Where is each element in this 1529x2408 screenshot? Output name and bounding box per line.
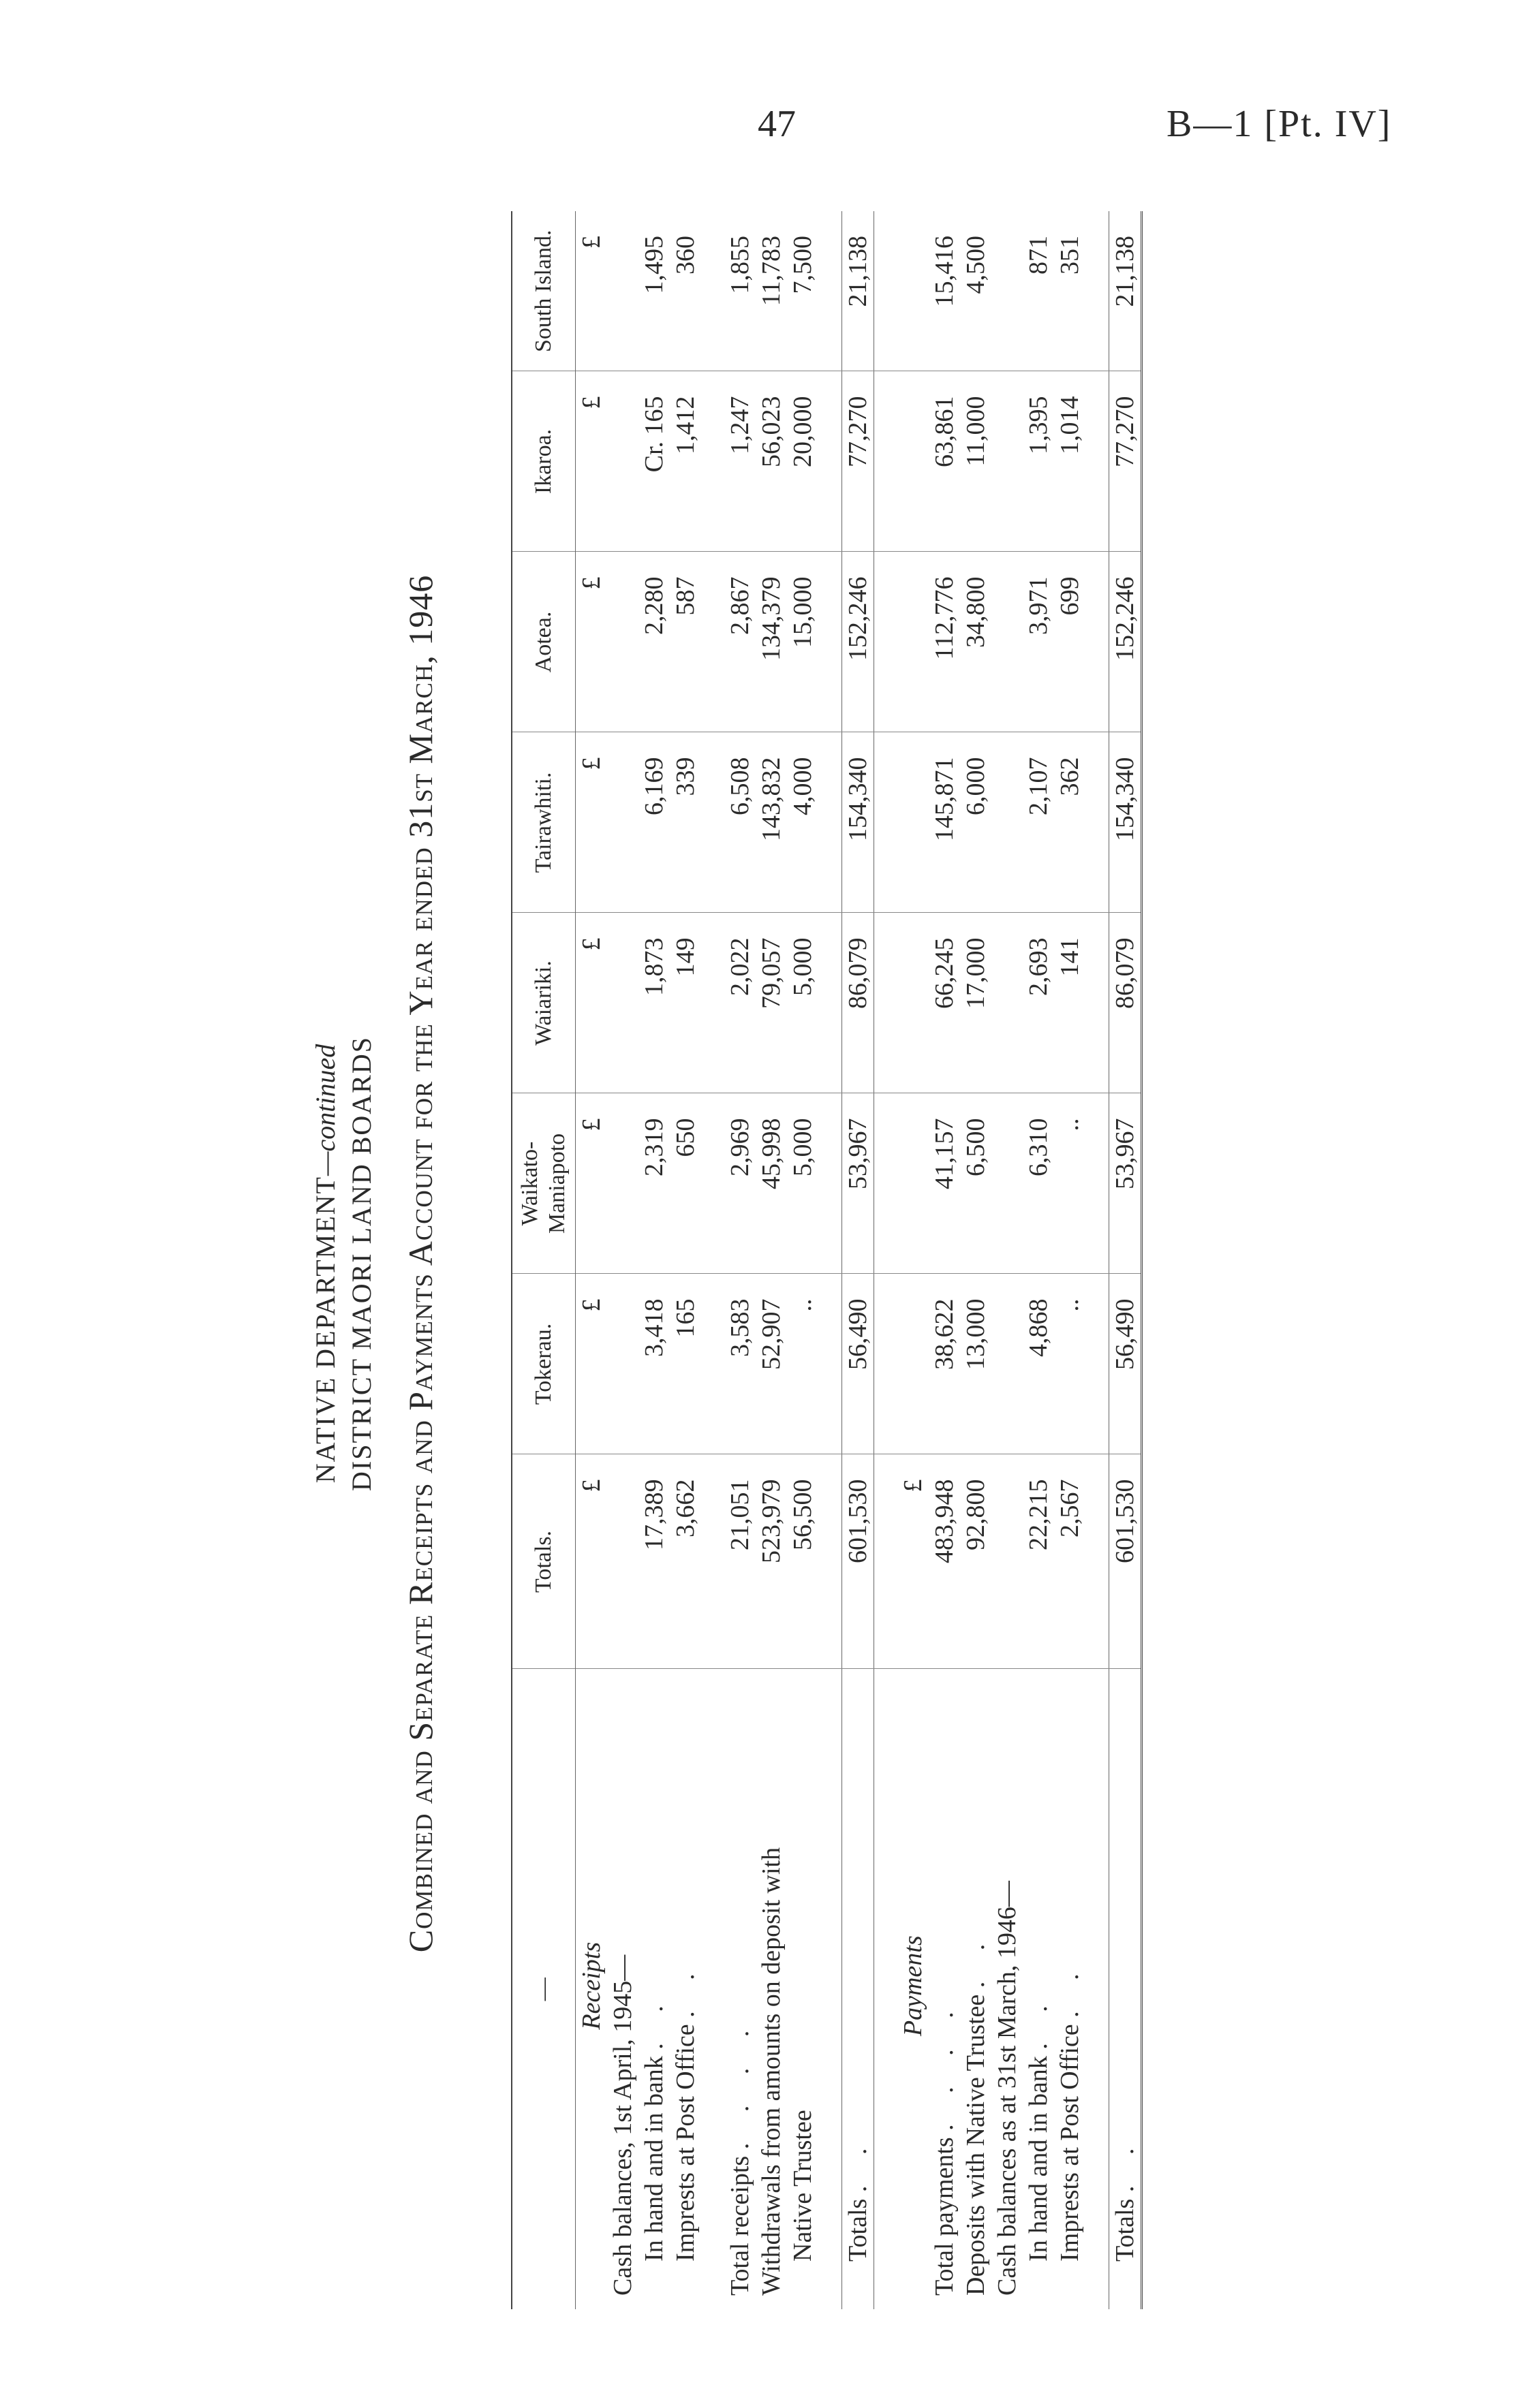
row-label: Withdrawals from amounts on deposit with (757, 1847, 786, 2296)
table-row (638, 211, 670, 2309)
cell-value: 17,000 (960, 913, 991, 1093)
cell-value: 483,948 (929, 1454, 960, 1669)
cell-value: 79,057 (756, 913, 787, 1093)
table-row (1023, 211, 1054, 2309)
receipts-totals-row (842, 211, 874, 2309)
cell-value: 56,490 (1109, 1274, 1142, 1454)
cell-value: .. (787, 1274, 818, 1454)
leader-dots: . . (1024, 1993, 1053, 2050)
label-text: Total receipts (726, 2155, 754, 2296)
cell-value: 1,873 (638, 913, 670, 1093)
leader-dots: . . (1111, 2136, 1139, 2193)
cell-value: 3,971 (1023, 552, 1054, 732)
table-row (724, 211, 756, 2309)
cell-value: 3,418 (638, 1274, 670, 1454)
cell-value: 112,776 (929, 552, 960, 732)
row-label (842, 1669, 874, 2309)
cell-value: 523,979 (756, 1454, 787, 1669)
cell-value: 34,800 (960, 552, 991, 732)
cell-value: 154,340 (842, 732, 874, 913)
cell-value: 149 (670, 913, 701, 1093)
cell-value: 362 (1054, 732, 1085, 913)
cell-value: 66,245 (929, 913, 960, 1093)
cell-value: 3,583 (724, 1274, 756, 1454)
cell-value: 52,907 (756, 1274, 787, 1454)
cell-value: 15,000 (787, 552, 818, 732)
cell-value: 13,000 (960, 1274, 991, 1454)
cell-value: 41,157 (929, 1093, 960, 1274)
table-row (960, 211, 991, 2309)
row-label (1054, 1669, 1085, 2309)
cell-value: .. (1054, 1274, 1085, 1454)
leader-dots: . . . . (930, 1999, 959, 2131)
cell-value: 53,967 (1109, 1093, 1142, 1274)
cell-value: 11,783 (756, 211, 787, 371)
currency-symbol: £ (576, 732, 608, 913)
row-label (960, 1669, 991, 2309)
cell-value: 601,530 (1109, 1454, 1142, 1669)
cell-value: 92,800 (960, 1454, 991, 1669)
currency-symbol: £ (576, 552, 608, 732)
table-row (929, 211, 960, 2309)
department-title (300, 198, 341, 2330)
payments-totals-row (1109, 211, 1142, 2309)
cell-value: 38,622 (929, 1274, 960, 1454)
cell-value: 1,247 (724, 371, 756, 552)
account-title: Combined and Separate Receipts and Payments Account for the Year ended 31st March, 1946 (401, 574, 439, 1953)
cell-value: 56,500 (787, 1454, 818, 1669)
cell-value: 6,169 (638, 732, 670, 913)
row-label: Native Trustee (788, 2110, 817, 2262)
cell-value: 587 (670, 552, 701, 732)
spacer-row (874, 211, 898, 2309)
leader-dots: . . (640, 1993, 668, 2050)
board-title: DISTRICT MAORI LAND BOARDS (346, 1036, 377, 1491)
payments-heading-row (897, 211, 929, 2309)
leader-dots: . . (1055, 1961, 1084, 2018)
cell-value: 1,855 (724, 211, 756, 371)
cell-value: 77,270 (842, 371, 874, 552)
cell-value: 2,022 (724, 913, 756, 1093)
cell-value: 2,319 (638, 1093, 670, 1274)
cell-value: 4,000 (787, 732, 818, 913)
row-label (1023, 1669, 1054, 2309)
cell-value: 21,051 (724, 1454, 756, 1669)
cell-value: 360 (670, 211, 701, 371)
page-number: 47 (758, 103, 796, 145)
col-header-totals: Totals. (512, 1454, 576, 1669)
payments-heading: Payments (899, 1935, 927, 2037)
spacer-row (701, 211, 724, 2309)
cell-value: 143,832 (756, 732, 787, 913)
cell-value: 22,215 (1023, 1454, 1054, 1669)
table-row (756, 211, 787, 2309)
cell-value: 152,246 (842, 552, 874, 732)
cell-value: 15,416 (929, 211, 960, 371)
label-text: In hand and in bank (640, 2056, 668, 2262)
cell-value: .. (1054, 1093, 1085, 1274)
cell-value: 11,000 (960, 371, 991, 552)
leader-dots: . . (844, 2136, 872, 2193)
cell-value: 2,567 (1054, 1454, 1085, 1669)
document-reference: B—1 [Pt. IV] (1167, 103, 1392, 145)
col-header-tokerau: Tokerau. (512, 1274, 576, 1454)
currency-symbol: £ (576, 1093, 608, 1274)
label-text: Totals (844, 2198, 872, 2262)
cell-value: 339 (670, 732, 701, 913)
cell-value: 2,693 (1023, 913, 1054, 1093)
cell-value: 77,270 (1109, 371, 1142, 552)
label-text: Total payments (930, 2137, 959, 2296)
cell-value: 63,861 (929, 371, 960, 552)
cell-value: 6,508 (724, 732, 756, 913)
row-label (724, 1669, 756, 2309)
cell-value: 45,998 (756, 1093, 787, 1274)
cell-value: 21,138 (1109, 211, 1142, 371)
continued-note: —continued (310, 1044, 341, 1176)
cell-value: 86,079 (1109, 913, 1142, 1093)
row-label (638, 1669, 670, 2309)
label-text: Imprests at Post Office (1055, 2024, 1084, 2262)
cell-value: 2,107 (1023, 732, 1054, 913)
row-label: Cash balances, 1st April, 1945— (608, 1954, 637, 2296)
table-row (787, 211, 818, 2309)
cell-value: 6,500 (960, 1093, 991, 1274)
leader-dots: . . (961, 1931, 990, 1988)
cell-value: 56,023 (756, 371, 787, 552)
table-row (670, 211, 701, 2309)
cell-value: 141 (1054, 913, 1085, 1093)
cell-value: 21,138 (842, 211, 874, 371)
title-block (300, 198, 511, 2330)
cell-value: 152,246 (1109, 552, 1142, 732)
cell-value: 4,868 (1023, 1274, 1054, 1454)
col-header-aotea: Aotea. (512, 552, 576, 732)
col-header-label: — (512, 1669, 576, 2309)
row-label (670, 1669, 701, 2309)
leader-dots: . . (671, 1961, 700, 2018)
cell-value: 86,079 (842, 913, 874, 1093)
cell-value: 1,412 (670, 371, 701, 552)
cell-value: 1,014 (1054, 371, 1085, 552)
col-header-south-island: South Island. (512, 211, 576, 371)
cell-value: 145,871 (929, 732, 960, 913)
rotated-account-block (300, 198, 1267, 2330)
cell-value: Cr. 165 (638, 371, 670, 552)
cell-value: 17,389 (638, 1454, 670, 1669)
cell-value: 699 (1054, 552, 1085, 732)
receipts-heading-row (576, 211, 608, 2309)
currency-symbol: £ (576, 1454, 608, 1669)
cell-value: 1,495 (638, 211, 670, 371)
label-text: Deposits with Native Trustee (961, 1994, 990, 2296)
table-row (607, 211, 638, 2309)
table-row (991, 211, 1023, 2309)
label-text: Imprests at Post Office (671, 2024, 700, 2262)
spacer-row (818, 211, 842, 2309)
leader-dots: . . . . (726, 2018, 754, 2150)
col-header-ikaroa: Ikaroa. (512, 371, 576, 552)
department-name: NATIVE DEPARTMENT (310, 1176, 341, 1484)
row-label: Cash balances as at 31st March, 1946— (993, 1881, 1021, 2296)
cell-value: 6,310 (1023, 1093, 1054, 1274)
currency-symbol: £ (576, 913, 608, 1093)
cell-value: 1,395 (1023, 371, 1054, 552)
cell-value: 2,867 (724, 552, 756, 732)
cell-value: 601,530 (842, 1454, 874, 1669)
header-row (512, 211, 576, 2309)
cell-value: 5,000 (787, 1093, 818, 1274)
label-text: Totals (1111, 2198, 1139, 2262)
spacer-row (1085, 211, 1109, 2309)
row-label (1109, 1669, 1142, 2309)
cell-value: 2,280 (638, 552, 670, 732)
receipts-payments-table (511, 211, 1143, 2309)
cell-value: 3,662 (670, 1454, 701, 1669)
cell-value: 7,500 (787, 211, 818, 371)
cell-value: 2,969 (724, 1093, 756, 1274)
cell-value: 53,967 (842, 1093, 874, 1274)
currency-symbol: £ (897, 1454, 929, 1669)
table-row (1054, 211, 1085, 2309)
cell-value: 154,340 (1109, 732, 1142, 913)
label-text: In hand and in bank (1024, 2056, 1053, 2262)
cell-value: 134,379 (756, 552, 787, 732)
cell-value: 871 (1023, 211, 1054, 371)
currency-symbol: £ (576, 371, 608, 552)
currency-symbol: £ (576, 1274, 608, 1454)
cell-value: 650 (670, 1093, 701, 1274)
cell-value: 351 (1054, 211, 1085, 371)
cell-value: 20,000 (787, 371, 818, 552)
row-label (929, 1669, 960, 2309)
currency-symbol: £ (576, 211, 608, 371)
cell-value: 4,500 (960, 211, 991, 371)
col-header-waiariki: Waiariki. (512, 913, 576, 1093)
cell-value: 5,000 (787, 913, 818, 1093)
receipts-heading: Receipts (577, 1941, 606, 2030)
cell-value: 56,490 (842, 1274, 874, 1454)
cell-value: 165 (670, 1274, 701, 1454)
col-header-waikato: Waikato-Maniapoto (512, 1093, 576, 1274)
cell-value: 6,000 (960, 732, 991, 913)
col-header-tairawhiti: Tairawhiti. (512, 732, 576, 913)
